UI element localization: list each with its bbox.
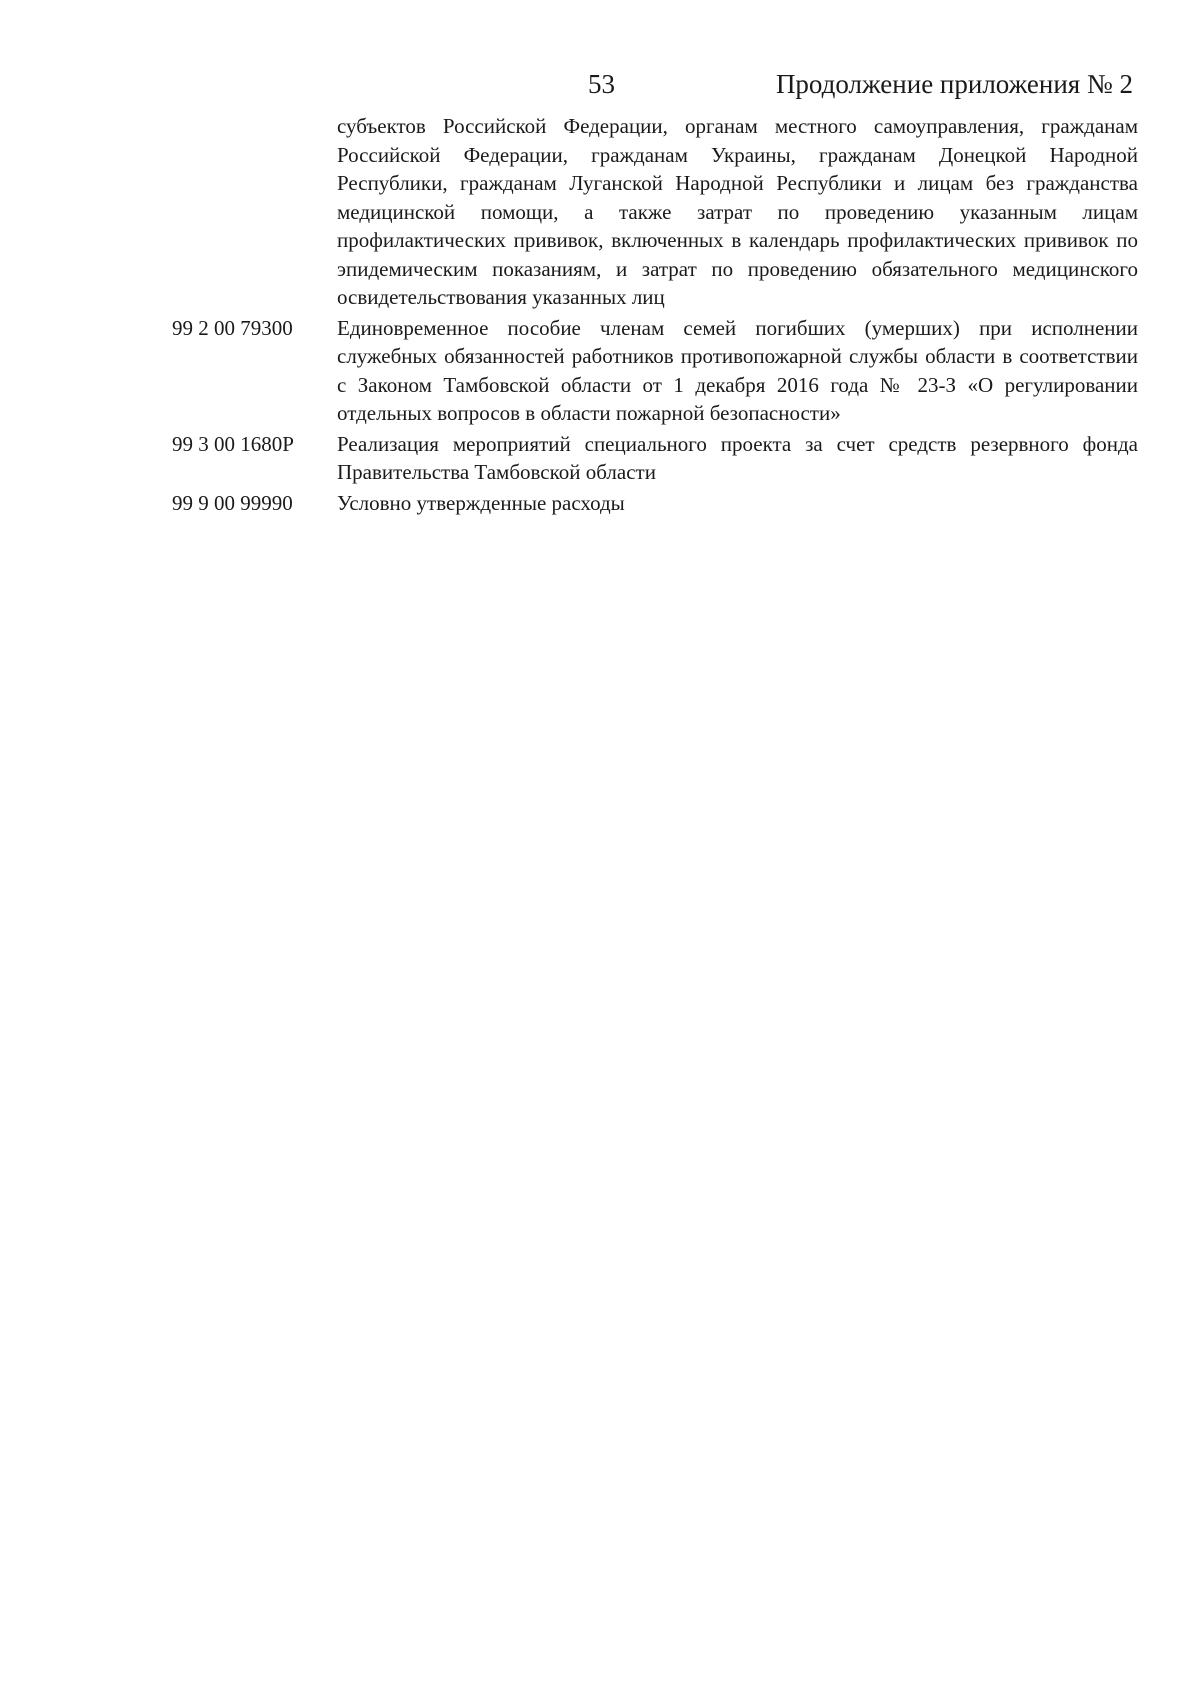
expense-description: Единовременное пособие членам семей погибших (умерших) при исполнении служебных обязанностей работников противопожарной службы области в соответствии с Законом Тамбовской области от 1 декабря 2016 года № 23-З «О регулировании отдельных вопросов в области пожарной безопасности» [337, 315, 1138, 425]
expense-code: 99 2 00 79300 [172, 315, 293, 340]
expense-code: 99 9 00 99990 [172, 490, 293, 515]
table-row [172, 489, 1138, 518]
table-row [172, 112, 1138, 312]
expense-code: 99 3 00 1680Р [172, 431, 294, 456]
table-row [172, 314, 1138, 428]
table-row [172, 430, 1138, 487]
continuation-heading: Продолжение приложения № 2 [775, 69, 1133, 99]
expense-description: Условно утвержденные расходы [337, 490, 625, 515]
expense-description: субъектов Российской Федерации, органам местного самоуправления, гражданам Российской Федерации, гражданам Украины, гражданам Донецкой Народной Республики, гражданам Луганской Народной Республики и лицам без гражданства медицинской помощи, а также затрат по проведению указанным лицам профилактических прививок, включенных в календарь профилактических прививок по эпидемическим показаниям, и затрат по проведению обязательного медицинского освидетельствования указанных лиц [337, 114, 1138, 309]
expense-table [172, 112, 1138, 519]
expense-description: Реализация мероприятий специального проекта за счет средств резервного фонда Правительства Тамбовской области [337, 431, 1138, 484]
page-number: 53 [588, 69, 615, 99]
